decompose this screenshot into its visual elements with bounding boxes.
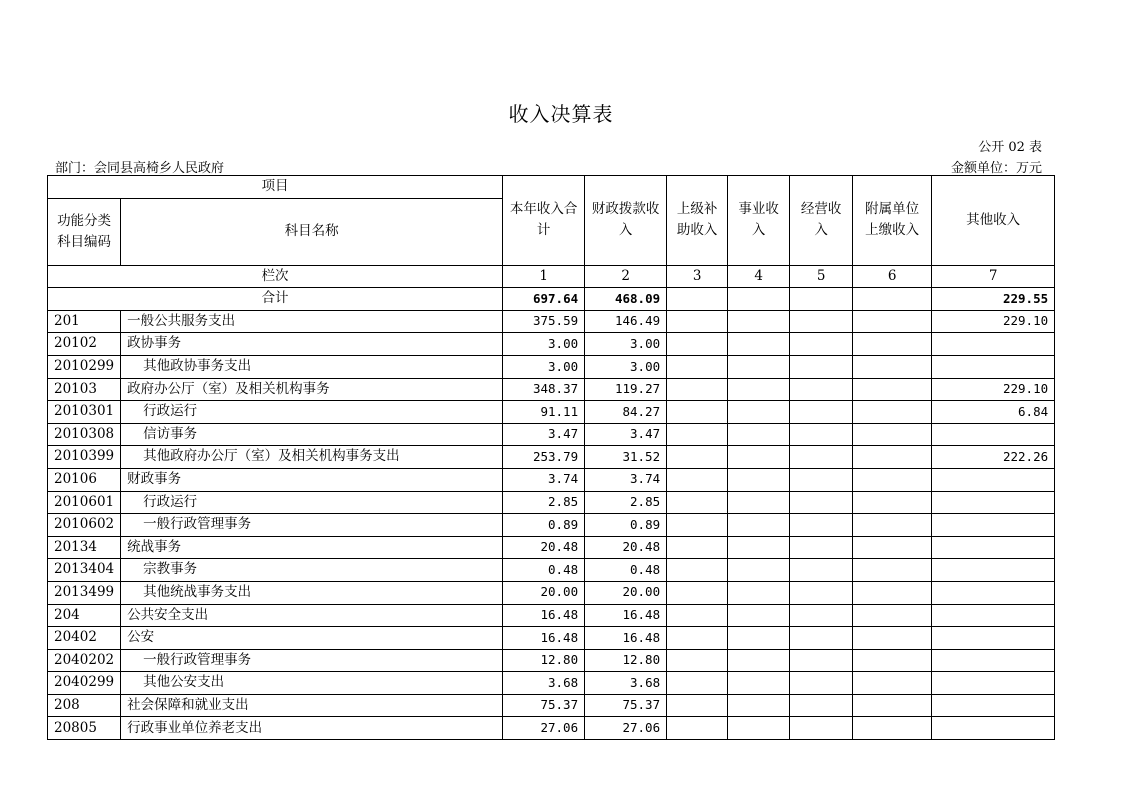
row-other-income: 229.10 bbox=[932, 310, 1055, 333]
form-number: 公开 02 表 bbox=[978, 140, 1042, 155]
row-fiscal-appropriation: 3.74 bbox=[585, 468, 667, 491]
row-code: 20103 bbox=[48, 378, 121, 401]
row-operating-income bbox=[790, 559, 853, 582]
row-superior-subsidy bbox=[667, 446, 728, 469]
row-fiscal-appropriation: 2.85 bbox=[585, 491, 667, 514]
table-row bbox=[48, 717, 1055, 740]
row-business-income bbox=[728, 401, 790, 424]
row-code: 2010308 bbox=[48, 423, 121, 446]
row-other-income: 229.10 bbox=[932, 378, 1055, 401]
table-row bbox=[48, 423, 1055, 446]
row-business-income bbox=[728, 649, 790, 672]
row-name: 公共安全支出 bbox=[121, 604, 503, 627]
row-business-income bbox=[728, 717, 790, 740]
row-superior-subsidy bbox=[667, 378, 728, 401]
row-total-income: 3.47 bbox=[503, 423, 585, 446]
total-c1: 697.64 bbox=[503, 288, 585, 311]
row-operating-income bbox=[790, 423, 853, 446]
row-affiliated-unit-income bbox=[853, 355, 932, 378]
row-other-income bbox=[932, 355, 1055, 378]
row-affiliated-unit-income bbox=[853, 717, 932, 740]
row-superior-subsidy bbox=[667, 310, 728, 333]
row-fiscal-appropriation: 31.52 bbox=[585, 446, 667, 469]
col-number: 3 bbox=[667, 265, 728, 288]
table-row bbox=[48, 468, 1055, 491]
row-business-income bbox=[728, 310, 790, 333]
header-project: 项目 bbox=[48, 176, 503, 199]
row-business-income bbox=[728, 581, 790, 604]
row-operating-income bbox=[790, 378, 853, 401]
row-name: 其他统战事务支出 bbox=[121, 581, 503, 604]
row-fiscal-appropriation: 20.00 bbox=[585, 581, 667, 604]
row-other-income bbox=[932, 514, 1055, 537]
row-fiscal-appropriation: 3.68 bbox=[585, 672, 667, 695]
row-other-income bbox=[932, 717, 1055, 740]
header-lanci: 栏次 bbox=[48, 265, 503, 288]
row-fiscal-appropriation: 27.06 bbox=[585, 717, 667, 740]
row-affiliated-unit-income bbox=[853, 446, 932, 469]
row-affiliated-unit-income bbox=[853, 491, 932, 514]
row-fiscal-appropriation: 0.89 bbox=[585, 514, 667, 537]
row-code: 204 bbox=[48, 604, 121, 627]
total-c3 bbox=[667, 288, 728, 311]
header-operating-income: 经营收入 bbox=[790, 176, 853, 266]
row-total-income: 2.85 bbox=[503, 491, 585, 514]
total-c4 bbox=[728, 288, 790, 311]
row-business-income bbox=[728, 536, 790, 559]
row-superior-subsidy bbox=[667, 514, 728, 537]
row-operating-income bbox=[790, 649, 853, 672]
row-fiscal-appropriation: 16.48 bbox=[585, 604, 667, 627]
row-affiliated-unit-income bbox=[853, 672, 932, 695]
row-affiliated-unit-income bbox=[853, 627, 932, 650]
col-number: 6 bbox=[853, 265, 932, 288]
table-row bbox=[48, 378, 1055, 401]
total-label: 合计 bbox=[48, 288, 503, 311]
table-row bbox=[48, 333, 1055, 356]
row-business-income bbox=[728, 559, 790, 582]
row-other-income bbox=[932, 468, 1055, 491]
row-superior-subsidy bbox=[667, 401, 728, 424]
row-other-income bbox=[932, 581, 1055, 604]
row-name: 社会保障和就业支出 bbox=[121, 694, 503, 717]
row-name: 行政运行 bbox=[121, 491, 503, 514]
row-superior-subsidy bbox=[667, 672, 728, 695]
row-affiliated-unit-income bbox=[853, 649, 932, 672]
col-number: 7 bbox=[932, 265, 1055, 288]
row-affiliated-unit-income bbox=[853, 423, 932, 446]
row-operating-income bbox=[790, 581, 853, 604]
header-code: 功能分类科目编码 bbox=[48, 198, 121, 265]
row-total-income: 3.00 bbox=[503, 333, 585, 356]
row-total-income: 3.74 bbox=[503, 468, 585, 491]
row-operating-income bbox=[790, 401, 853, 424]
row-operating-income bbox=[790, 355, 853, 378]
header-business-income: 事业收入 bbox=[728, 176, 790, 266]
row-total-income: 3.00 bbox=[503, 355, 585, 378]
row-affiliated-unit-income bbox=[853, 310, 932, 333]
row-affiliated-unit-income bbox=[853, 333, 932, 356]
row-operating-income bbox=[790, 491, 853, 514]
row-fiscal-appropriation: 119.27 bbox=[585, 378, 667, 401]
row-code: 2013499 bbox=[48, 581, 121, 604]
row-operating-income bbox=[790, 310, 853, 333]
row-total-income: 20.00 bbox=[503, 581, 585, 604]
row-name: 信访事务 bbox=[121, 423, 503, 446]
row-affiliated-unit-income bbox=[853, 694, 932, 717]
row-code: 208 bbox=[48, 694, 121, 717]
row-code: 2010602 bbox=[48, 514, 121, 537]
row-other-income bbox=[932, 604, 1055, 627]
row-operating-income bbox=[790, 446, 853, 469]
row-other-income bbox=[932, 559, 1055, 582]
col-number: 4 bbox=[728, 265, 790, 288]
row-other-income bbox=[932, 672, 1055, 695]
row-other-income bbox=[932, 423, 1055, 446]
row-other-income bbox=[932, 694, 1055, 717]
row-affiliated-unit-income bbox=[853, 536, 932, 559]
table-row bbox=[48, 581, 1055, 604]
row-superior-subsidy bbox=[667, 355, 728, 378]
table-row bbox=[48, 536, 1055, 559]
row-total-income: 0.48 bbox=[503, 559, 585, 582]
table-row bbox=[48, 559, 1055, 582]
row-total-income: 16.48 bbox=[503, 627, 585, 650]
row-business-income bbox=[728, 378, 790, 401]
row-operating-income bbox=[790, 468, 853, 491]
row-name: 其他政府办公厅（室）及相关机构事务支出 bbox=[121, 446, 503, 469]
row-fiscal-appropriation: 20.48 bbox=[585, 536, 667, 559]
row-business-income bbox=[728, 446, 790, 469]
row-superior-subsidy bbox=[667, 604, 728, 627]
row-name: 一般行政管理事务 bbox=[121, 649, 503, 672]
total-c7: 229.55 bbox=[932, 288, 1055, 311]
row-total-income: 12.80 bbox=[503, 649, 585, 672]
row-fiscal-appropriation: 16.48 bbox=[585, 627, 667, 650]
row-total-income: 27.06 bbox=[503, 717, 585, 740]
row-code: 2010601 bbox=[48, 491, 121, 514]
row-operating-income bbox=[790, 672, 853, 695]
row-superior-subsidy bbox=[667, 423, 728, 446]
col-number: 2 bbox=[585, 265, 667, 288]
row-code: 20134 bbox=[48, 536, 121, 559]
row-name: 一般行政管理事务 bbox=[121, 514, 503, 537]
row-total-income: 375.59 bbox=[503, 310, 585, 333]
row-affiliated-unit-income bbox=[853, 378, 932, 401]
row-affiliated-unit-income bbox=[853, 604, 932, 627]
row-affiliated-unit-income bbox=[853, 401, 932, 424]
row-name: 政协事务 bbox=[121, 333, 503, 356]
row-superior-subsidy bbox=[667, 536, 728, 559]
row-other-income bbox=[932, 627, 1055, 650]
row-code: 201 bbox=[48, 310, 121, 333]
total-c2: 468.09 bbox=[585, 288, 667, 311]
row-affiliated-unit-income bbox=[853, 468, 932, 491]
row-code: 2013404 bbox=[48, 559, 121, 582]
header-superior-subsidy: 上级补助收入 bbox=[667, 176, 728, 266]
table-row bbox=[48, 355, 1055, 378]
row-fiscal-appropriation: 146.49 bbox=[585, 310, 667, 333]
row-business-income bbox=[728, 355, 790, 378]
row-other-income bbox=[932, 491, 1055, 514]
amount-unit-label: 金额单位：万元 bbox=[950, 161, 1042, 176]
row-code: 20402 bbox=[48, 627, 121, 650]
row-other-income: 6.84 bbox=[932, 401, 1055, 424]
row-other-income bbox=[932, 649, 1055, 672]
row-fiscal-appropriation: 3.00 bbox=[585, 333, 667, 356]
department-label: 部门：会同县高椅乡人民政府 bbox=[55, 161, 225, 176]
row-total-income: 20.48 bbox=[503, 536, 585, 559]
row-code: 2040202 bbox=[48, 649, 121, 672]
row-business-income bbox=[728, 604, 790, 627]
row-name: 一般公共服务支出 bbox=[121, 310, 503, 333]
header-affiliated-unit-income: 附属单位上缴收入 bbox=[853, 176, 932, 266]
row-name: 公安 bbox=[121, 627, 503, 650]
row-superior-subsidy bbox=[667, 649, 728, 672]
row-superior-subsidy bbox=[667, 333, 728, 356]
row-business-income bbox=[728, 627, 790, 650]
row-operating-income bbox=[790, 694, 853, 717]
row-fiscal-appropriation: 3.47 bbox=[585, 423, 667, 446]
table-row bbox=[48, 604, 1055, 627]
row-name: 行政运行 bbox=[121, 401, 503, 424]
row-total-income: 75.37 bbox=[503, 694, 585, 717]
row-superior-subsidy bbox=[667, 694, 728, 717]
page-title: 收入决算表 bbox=[508, 102, 614, 126]
row-business-income bbox=[728, 423, 790, 446]
total-c5 bbox=[790, 288, 853, 311]
row-total-income: 91.11 bbox=[503, 401, 585, 424]
row-name: 其他政协事务支出 bbox=[121, 355, 503, 378]
row-name: 统战事务 bbox=[121, 536, 503, 559]
row-superior-subsidy bbox=[667, 491, 728, 514]
row-fiscal-appropriation: 12.80 bbox=[585, 649, 667, 672]
row-affiliated-unit-income bbox=[853, 559, 932, 582]
col-number: 1 bbox=[503, 265, 585, 288]
table-row bbox=[48, 491, 1055, 514]
row-operating-income bbox=[790, 604, 853, 627]
row-operating-income bbox=[790, 627, 853, 650]
row-name: 行政事业单位养老支出 bbox=[121, 717, 503, 740]
table-row bbox=[48, 401, 1055, 424]
row-total-income: 348.37 bbox=[503, 378, 585, 401]
header-total-income: 本年收入合计 bbox=[503, 176, 585, 266]
table-row bbox=[48, 627, 1055, 650]
row-code: 20805 bbox=[48, 717, 121, 740]
row-name: 宗教事务 bbox=[121, 559, 503, 582]
table-row bbox=[48, 649, 1055, 672]
total-row bbox=[48, 288, 1055, 311]
row-other-income bbox=[932, 536, 1055, 559]
header-other-income: 其他收入 bbox=[932, 176, 1055, 266]
income-final-accounts-table bbox=[47, 175, 1055, 740]
row-superior-subsidy bbox=[667, 468, 728, 491]
row-superior-subsidy bbox=[667, 717, 728, 740]
row-superior-subsidy bbox=[667, 559, 728, 582]
row-business-income bbox=[728, 672, 790, 695]
row-name: 其他公安支出 bbox=[121, 672, 503, 695]
row-operating-income bbox=[790, 514, 853, 537]
row-operating-income bbox=[790, 536, 853, 559]
row-business-income bbox=[728, 694, 790, 717]
row-total-income: 253.79 bbox=[503, 446, 585, 469]
row-total-income: 0.89 bbox=[503, 514, 585, 537]
table-row bbox=[48, 672, 1055, 695]
row-other-income bbox=[932, 333, 1055, 356]
row-business-income bbox=[728, 514, 790, 537]
row-total-income: 3.68 bbox=[503, 672, 585, 695]
col-number: 5 bbox=[790, 265, 853, 288]
row-name: 财政事务 bbox=[121, 468, 503, 491]
header-fiscal-appropriation: 财政拨款收入 bbox=[585, 176, 667, 266]
row-superior-subsidy bbox=[667, 581, 728, 604]
row-code: 20106 bbox=[48, 468, 121, 491]
row-code: 2040299 bbox=[48, 672, 121, 695]
row-name: 政府办公厅（室）及相关机构事务 bbox=[121, 378, 503, 401]
row-code: 2010299 bbox=[48, 355, 121, 378]
row-fiscal-appropriation: 0.48 bbox=[585, 559, 667, 582]
row-business-income bbox=[728, 491, 790, 514]
table-row bbox=[48, 446, 1055, 469]
row-fiscal-appropriation: 3.00 bbox=[585, 355, 667, 378]
table-row bbox=[48, 694, 1055, 717]
row-operating-income bbox=[790, 333, 853, 356]
row-fiscal-appropriation: 75.37 bbox=[585, 694, 667, 717]
row-code: 2010399 bbox=[48, 446, 121, 469]
total-c6 bbox=[853, 288, 932, 311]
table-row bbox=[48, 310, 1055, 333]
row-operating-income bbox=[790, 717, 853, 740]
row-code: 2010301 bbox=[48, 401, 121, 424]
row-other-income: 222.26 bbox=[932, 446, 1055, 469]
row-affiliated-unit-income bbox=[853, 581, 932, 604]
row-total-income: 16.48 bbox=[503, 604, 585, 627]
row-business-income bbox=[728, 333, 790, 356]
row-affiliated-unit-income bbox=[853, 514, 932, 537]
row-code: 20102 bbox=[48, 333, 121, 356]
row-business-income bbox=[728, 468, 790, 491]
row-superior-subsidy bbox=[667, 627, 728, 650]
header-name: 科目名称 bbox=[121, 198, 503, 265]
row-fiscal-appropriation: 84.27 bbox=[585, 401, 667, 424]
table-row bbox=[48, 514, 1055, 537]
